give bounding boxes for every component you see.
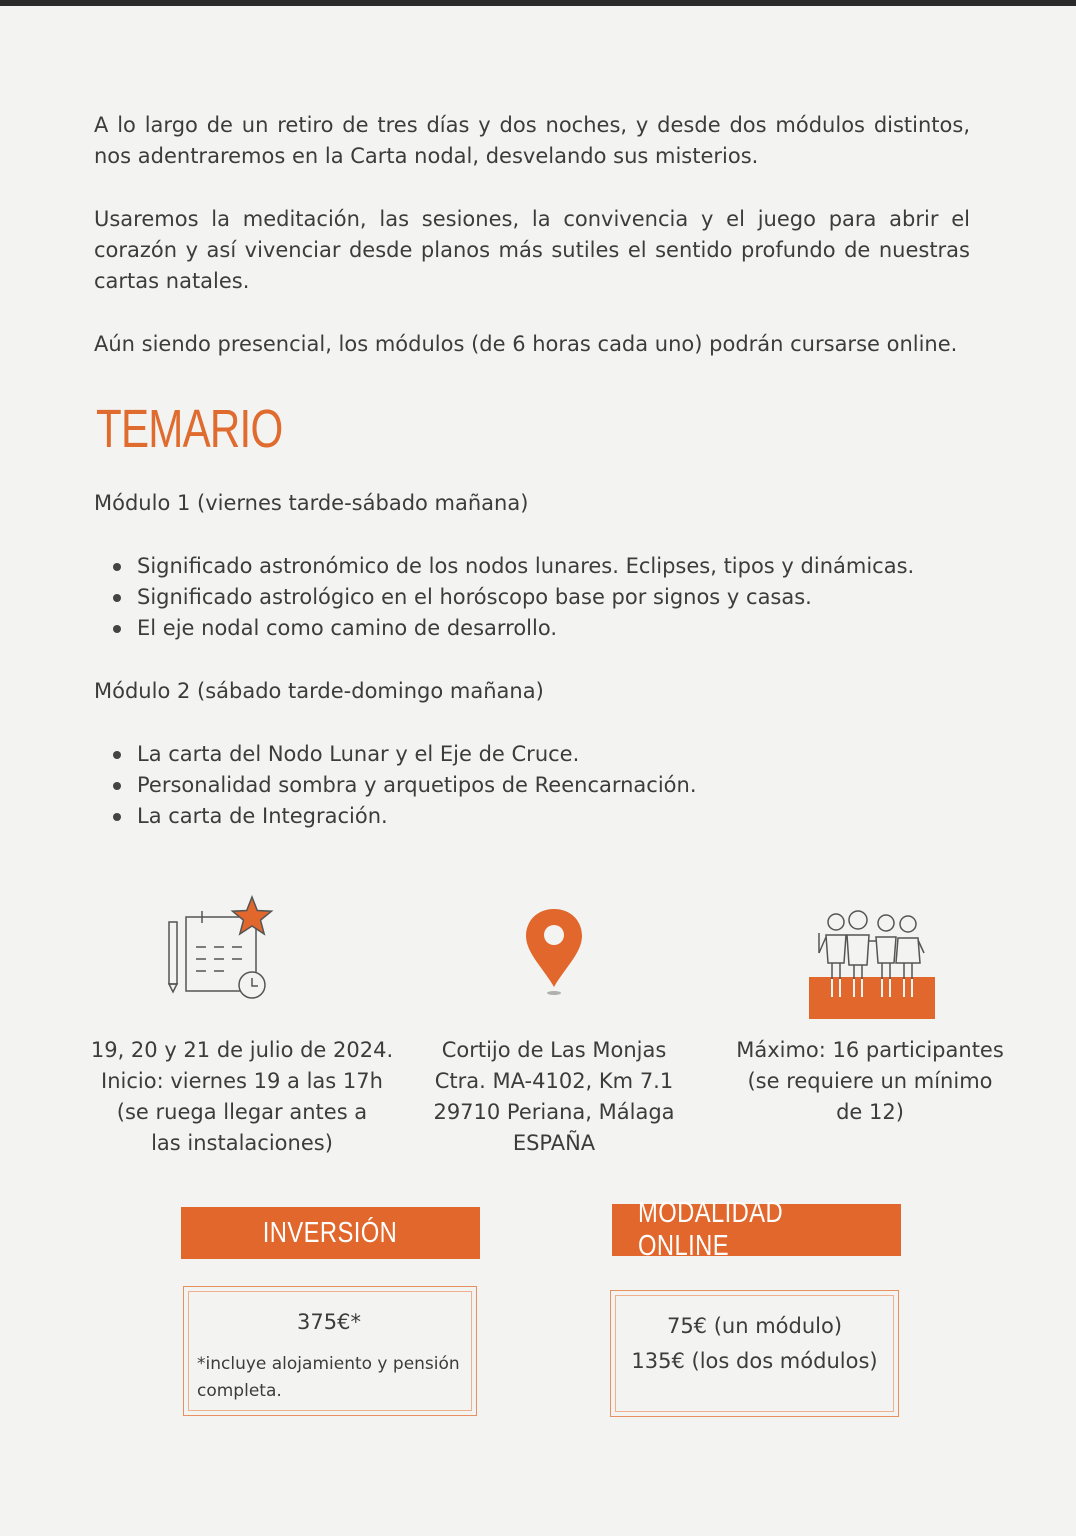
online-banner [612,1197,901,1262]
online-label: MODALIDAD ONLINE [638,1197,784,1262]
bullet-icon [113,594,121,602]
inversion-note-line-2: completa. [197,1381,282,1401]
bullet-icon [113,813,121,821]
module-1-list [94,551,914,644]
intro-paragraph-3: Aún siendo presencial, los módulos (de 6 horas cada uno) podrán cursarse online. [94,332,958,356]
group-people-icon [806,905,938,1021]
calendar-star-icon [166,895,278,1000]
date-line: 19, 20 y 21 de julio de 2024. [90,1038,394,1062]
list-item: Significado astronómico de los nodos lunares. Eclipses, tipos y dinámicas. [94,551,914,582]
date-info [72,1035,412,1159]
location-info [404,1035,704,1159]
top-bar [0,0,1076,6]
intro-paragraph-2: Usaremos la meditación, las sesiones, la convivencia y el juego para abrir el corazón y así vivenciar desde planos más sutiles el sentido profundo de nuestras cartas natales. [94,207,970,293]
participants-line: Máximo: 16 participantes [736,1038,1004,1062]
participants-line: de 12) [836,1100,904,1124]
online-price-one-module: 75€ (un módulo) [666,1314,843,1338]
date-line: (se ruega llegar antes a [116,1100,368,1124]
inversion-price: 375€* [297,1310,361,1334]
list-item: Significado astrológico en el horóscopo base por signos y casas. [94,582,914,613]
list-item: La carta del Nodo Lunar y el Eje de Cruce. [94,739,697,770]
date-line: Inicio: viernes 19 a las 17h [101,1069,383,1093]
bullet-icon [113,751,121,759]
inversion-label: INVERSIÓN [263,1216,398,1249]
intro-paragraph-1: A lo largo de un retiro de tres días y dos noches, y desde dos módulos distintos, nos adentraremos en la Carta nodal, desvelando sus misterios. [94,113,970,168]
location-line: Cortijo de Las Monjas [441,1038,667,1062]
list-item: La carta de Integración. [94,801,697,832]
bullet-icon [113,625,121,633]
location-line: ESPAÑA [512,1131,596,1155]
location-line: 29710 Periana, Málaga [433,1100,675,1124]
module-2-list [94,739,697,832]
list-item: Personalidad sombra y arquetipos de Reencarnación. [94,770,697,801]
bullet-icon [113,563,121,571]
location-line: Ctra. MA-4102, Km 7.1 [434,1069,674,1093]
participants-line: (se requiere un mínimo [747,1069,993,1093]
participants-info [720,1035,1020,1128]
inversion-note-line-1: *incluye alojamiento y pensión [197,1354,460,1374]
bullet-icon [113,782,121,790]
map-pin-icon [522,905,586,997]
temario-heading: TEMARIO [96,399,283,459]
module-1-title: Módulo 1 (viernes tarde-sábado mañana) [94,491,529,515]
inversion-banner [181,1207,480,1259]
date-line: las instalaciones) [151,1131,333,1155]
module-2-title: Módulo 2 (sábado tarde-domingo mañana) [94,679,544,703]
online-price-two-modules: 135€ (los dos módulos) [631,1349,878,1373]
list-item: El eje nodal como camino de desarrollo. [94,613,914,644]
